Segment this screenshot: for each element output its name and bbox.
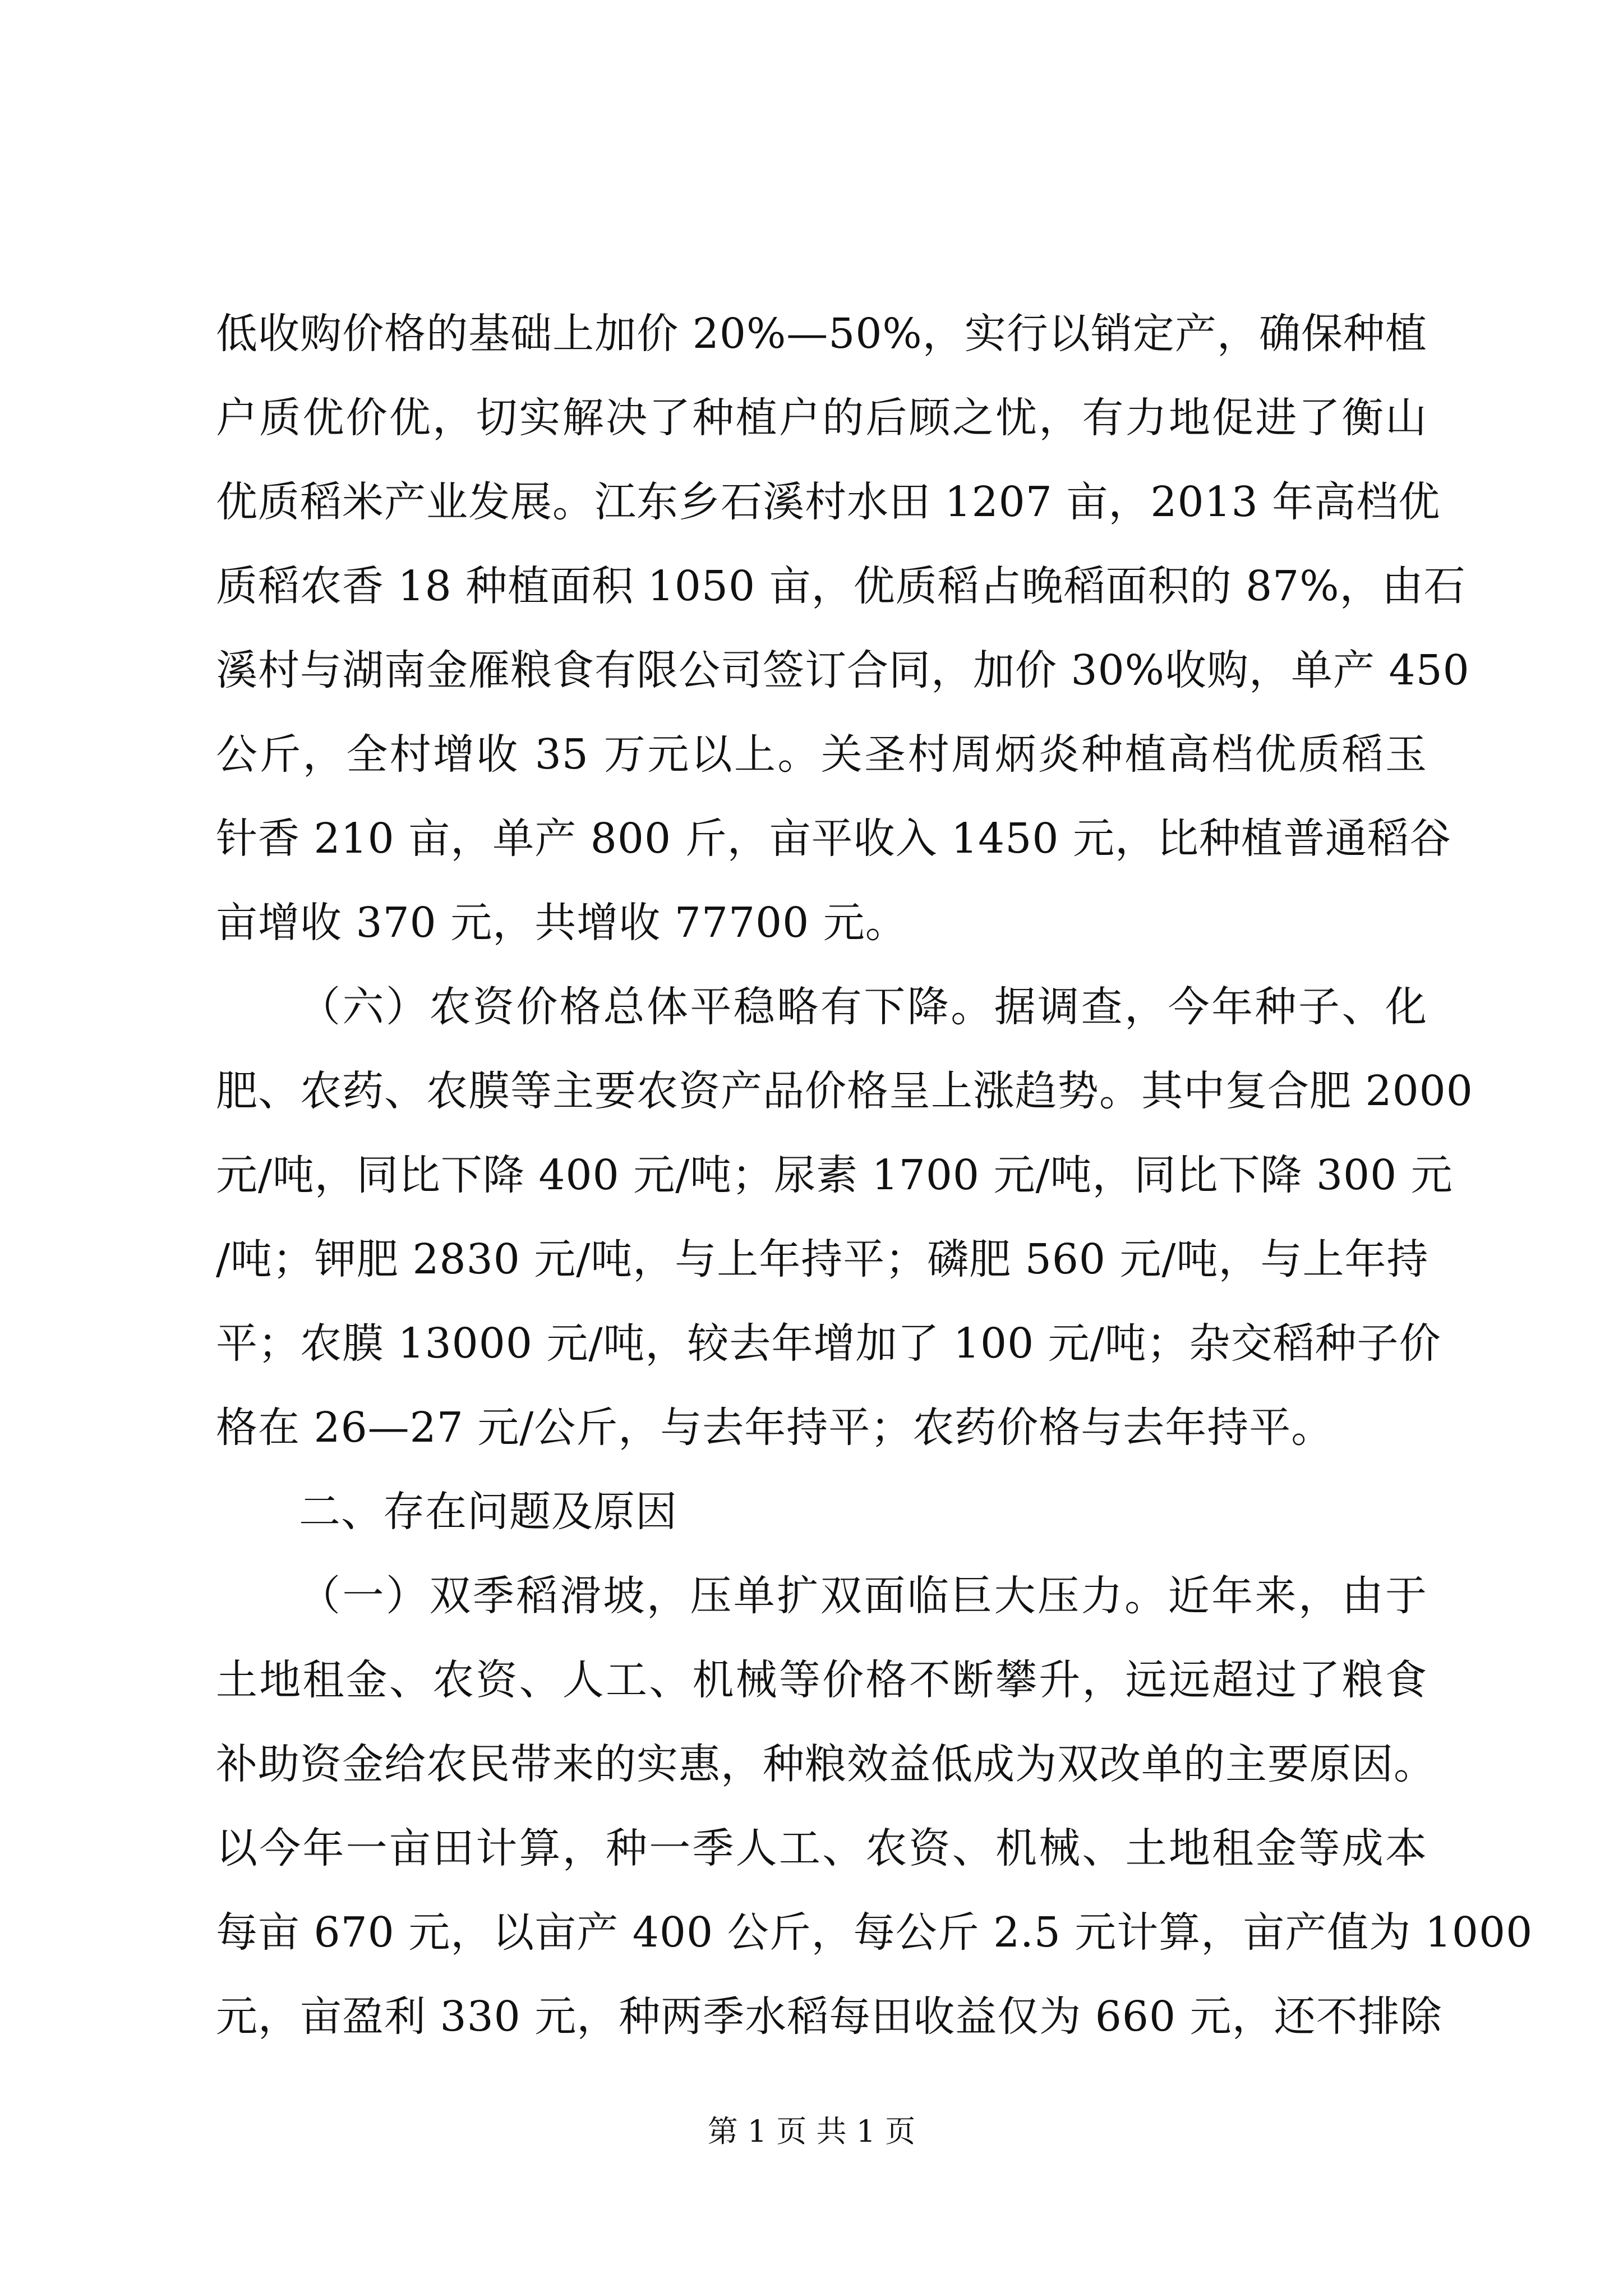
text-line: 优质稻米产业发展。江东乡石溪村水田 1207 亩，2013 年高档优 [216,478,1441,526]
section-heading: 二、存在问题及原因 [299,1488,677,1536]
text-line: 肥、农药、农膜等主要农资产品价格呈上涨趋势。其中复合肥 2000 [216,1067,1473,1115]
text-line: 质稻农香 18 种植面积 1050 亩，优质稻占晚稻面积的 87%，由石 [216,562,1466,610]
text-line: 格在 26—27 元/公斤，与去年持平；农药价格与去年持平。 [216,1404,1334,1452]
paragraph-start-line: （一）双季稻滑坡，压单扩双面临巨大压力。近年来，由于 [299,1572,1427,1620]
text-line: 溪村与湖南金雁粮食有限公司签订合同，加价 30%收购，单产 450 [216,646,1470,694]
text-line: 元/吨，同比下降 400 元/吨；尿素 1700 元/吨，同比下降 300 元 [216,1151,1453,1199]
paragraph-start-line: （六）农资价格总体平稳略有下降。据调查，今年种子、化 [299,983,1427,1031]
text-line: 补助资金给农民带来的实惠，种粮效益低成为双改单的主要原因。 [216,1740,1436,1788]
text-line: 平；农膜 13000 元/吨，较去年增加了 100 元/吨；杂交稻种子价 [216,1319,1441,1368]
text-line: 亩增收 370 元，共增收 77700 元。 [216,899,907,947]
text-line: 以今年一亩田计算，种一季人工、农资、机械、土地租金等成本 [216,1824,1427,1872]
text-line: 元，亩盈利 330 元，种两季水稻每田收益仅为 660 元，还不排除 [216,1993,1442,2041]
text-line: 针香 210 亩，单产 800 斤，亩平收入 1450 元，比种植普通稻谷 [216,815,1451,863]
text-line: 低收购价格的基础上加价 20%—50%，实行以销定产，确保种植 [216,310,1427,358]
text-line: /吨；钾肥 2830 元/吨，与上年持平；磷肥 560 元/吨，与上年持 [216,1235,1429,1283]
text-line: 土地租金、农资、人工、机械等价格不断攀升，远远超过了粮食 [216,1656,1427,1704]
page-footer: 第 1 页 共 1 页 [707,2114,916,2149]
text-line: 户质优价优，切实解决了种植户的后顾之忧，有力地促进了衡山 [216,394,1427,442]
text-line: 公斤，全村增收 35 万元以上。关圣村周炳炎种植高档优质稻玉 [216,730,1427,779]
text-line: 每亩 670 元，以亩产 400 公斤，每公斤 2.5 元计算，亩产值为 1000 [216,1908,1533,1957]
